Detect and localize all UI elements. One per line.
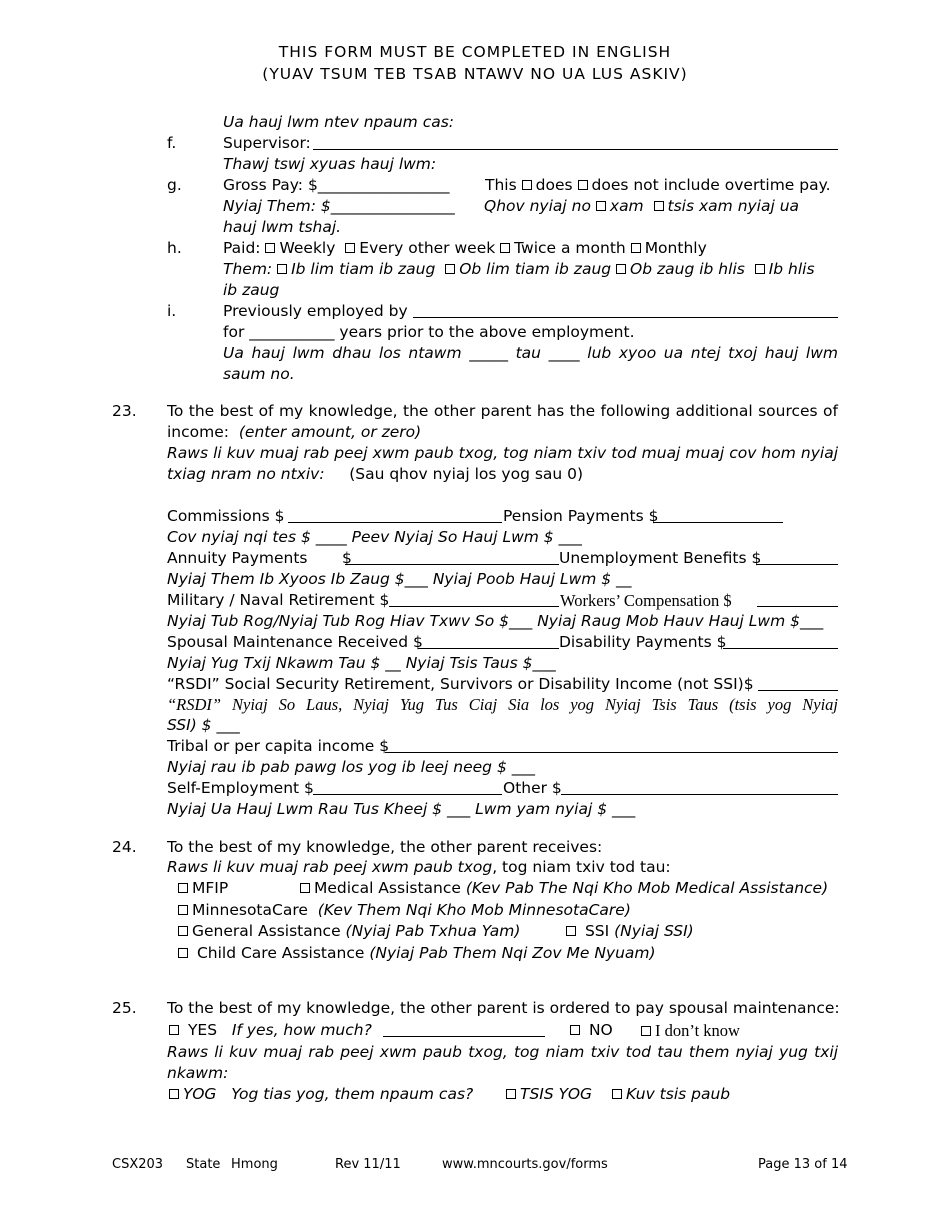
q24-hmong-rest: , tog niam txiv tod tau: [492, 858, 671, 876]
tsis-xam-checkbox[interactable] [654, 201, 664, 211]
military-label: Military / Naval Retirement $ [167, 591, 390, 609]
previously-hmong: Ua hauj lwm dhau los ntawm _____ tau ____ lub xyoo ua ntej txoj hauj lwm [223, 344, 838, 362]
qhov-label: Qhov nyiaj no [484, 197, 591, 215]
hm-kuv-label: Kuv tsis paub [626, 1085, 731, 1103]
supervisor-label: Supervisor: [223, 134, 311, 152]
q23-hmong-cont-text: txiag nram no ntxiv: [167, 465, 325, 483]
ma-option [300, 879, 828, 897]
ma-label: Medical Assistance [314, 879, 461, 897]
mfip-label: MFIP [192, 879, 229, 897]
tribal-label: Tribal or per capita income $ [167, 737, 390, 755]
cca-checkbox[interactable] [178, 948, 188, 958]
workers-comp-label: Workers’ Compensation $ [560, 591, 732, 610]
ssi-option [566, 922, 694, 940]
mncare-option [178, 901, 631, 919]
footer-page-number: Page 13 of 14 [758, 1157, 848, 1172]
years-prior-line: for ___________ years prior to the above employment. [223, 323, 635, 341]
hm-weekly-label: Ib lim tiam ib zaug [291, 260, 436, 278]
unemployment-field[interactable] [756, 549, 838, 565]
hm-twice-checkbox[interactable] [616, 264, 626, 274]
annuity-label: Annuity Payments $ [167, 549, 352, 567]
does-not-label: does not include overtime pay. [591, 176, 831, 194]
does-checkbox[interactable] [522, 180, 532, 190]
supervisor-field[interactable] [313, 134, 838, 150]
workers-comp-field[interactable] [757, 591, 838, 607]
disability-field[interactable] [723, 633, 838, 649]
q25-hm-yog-option [169, 1085, 473, 1103]
gross-pay-label: Gross Pay: $_________________ [223, 176, 450, 194]
xam-label: xam [609, 197, 644, 215]
spousal-received-field[interactable] [418, 633, 559, 649]
ssi-checkbox[interactable] [566, 926, 576, 936]
footer-form-id: CSX203 [112, 1157, 164, 1172]
ma-hmong: (Kev Pab The Nqi Kho Mob Medical Assistance) [465, 879, 829, 897]
rsdi-field[interactable] [758, 675, 838, 691]
header-hmong-text: (YUAV TSUM TEB TSAB NTAWV NO UA LUS ASKIV) [262, 65, 688, 83]
hm-yog-label: YOG [183, 1085, 217, 1103]
footer-revision: Rev 11/11 [335, 1157, 401, 1172]
ma-checkbox[interactable] [300, 883, 310, 893]
continued-hmong: Ua hauj lwm ntev npaum cas: [223, 113, 455, 131]
cca-label: Child Care Assistance [196, 944, 365, 962]
twice-month-label: Twice a month [514, 239, 626, 257]
tribal-field[interactable] [385, 737, 838, 753]
q23-hmong-cont [167, 465, 583, 483]
q25-dont-know-option [641, 1021, 740, 1041]
yes-label: YES [187, 1021, 218, 1039]
commissions-field[interactable] [288, 507, 502, 523]
ga-label: General Assistance [192, 922, 341, 940]
footer-url[interactable]: www.mncourts.gov/forms [442, 1157, 608, 1172]
dont-know-checkbox[interactable] [641, 1026, 651, 1036]
self-employment-label: Self-Employment $ [167, 779, 314, 797]
q24-number: 24. [112, 838, 137, 856]
weekly-checkbox[interactable] [265, 243, 275, 253]
yes-checkbox[interactable] [169, 1025, 179, 1035]
q25-number: 25. [112, 999, 137, 1017]
paid-hmong-row [223, 260, 815, 278]
spousal-hmong: Nyiaj Yug Txij Nkawm Tau $ __ Nyiaj Tsis Taus $___ [167, 654, 556, 672]
hm-every-other-checkbox[interactable] [445, 264, 455, 274]
xam-checkbox[interactable] [596, 201, 606, 211]
q25-text: To the best of my knowledge, the other parent is ordered to pay spousal maintenance: [167, 999, 840, 1017]
commissions-hmong: Cov nyiaj nqi tes $ ____ Peev Nyiaj So Hauj Lwm $ ___ [167, 528, 582, 546]
hm-monthly-checkbox[interactable] [755, 264, 765, 274]
does-label: does [535, 176, 573, 194]
ssi-label: SSI [584, 922, 610, 940]
monthly-label: Monthly [644, 239, 707, 257]
footer-language: Hmong [231, 1157, 278, 1172]
q25-hm-tsis-option [506, 1085, 592, 1103]
mncare-checkbox[interactable] [178, 905, 188, 915]
hm-twice-label: Ob zaug ib hlis [630, 260, 745, 278]
previously-hmong-cont: saum no. [223, 365, 295, 383]
disability-label: Disability Payments $ [559, 633, 727, 651]
every-other-week-label: Every other week [359, 239, 496, 257]
form-header-english: THIS FORM MUST BE COMPLETED IN ENGLISH [278, 43, 672, 61]
q24-text: To the best of my knowledge, the other parent receives: [167, 838, 603, 856]
income-label: income: [167, 423, 229, 441]
ga-checkbox[interactable] [178, 926, 188, 936]
q25-hmong: Raws li kuv muaj rab peej xwm paub txog, tog niam txiv tod tau them nyiaj yug txij [167, 1043, 838, 1061]
mfip-checkbox[interactable] [178, 883, 188, 893]
military-field[interactable] [389, 591, 559, 607]
mncare-hmong: (Kev Them Nqi Kho Mob MinnesotaCare) [317, 901, 631, 919]
every-other-week-checkbox[interactable] [345, 243, 355, 253]
cca-hmong: (Nyiaj Pab Them Nqi Zov Me Nyuam) [369, 944, 656, 962]
q24-hmong [167, 858, 671, 876]
item-g-number: g. [167, 176, 182, 194]
self-employment-field[interactable] [313, 779, 502, 795]
spousal-amount-field[interactable] [383, 1021, 545, 1037]
rsdi-hmong: “RSDI” Nyiaj So Laus, Nyiaj Yug Tus Ciaj Sia los yog Nyiaj Tsis Taus (tsis yog Nyiaj [167, 695, 838, 714]
how-much-label: If yes, how much? [231, 1021, 372, 1039]
hm-weekly-checkbox[interactable] [277, 264, 287, 274]
q23-hmong-note: (Sau qhov nyiaj los yog sau 0) [349, 465, 584, 483]
q25-yes-option [169, 1021, 372, 1039]
form-header-hmong [0, 65, 950, 83]
dont-know-label: I don’t know [655, 1021, 740, 1040]
item-h-number: h. [167, 239, 182, 257]
them-label: Them: [223, 260, 273, 278]
commissions-label: Commissions $ [167, 507, 285, 525]
hm-tsis-checkbox[interactable] [506, 1089, 516, 1099]
twice-month-checkbox[interactable] [500, 243, 510, 253]
q23-text: To the best of my knowledge, the other parent has the following additional sources of [167, 402, 838, 420]
hm-yog-checkbox[interactable] [169, 1089, 179, 1099]
q25-hmong-cont: nkawm: [167, 1064, 229, 1082]
gross-pay-hmong: Nyiaj Them: $________________ [223, 197, 455, 215]
paid-label: Paid: [223, 239, 261, 257]
previously-employed-field[interactable] [413, 302, 838, 318]
cca-option [178, 944, 656, 962]
unemployment-label: Unemployment Benefits $ [559, 549, 762, 567]
q25-hm-kuv-option [612, 1085, 730, 1103]
paid-hmong-cont: ib zaug [223, 281, 280, 299]
other-income-field[interactable] [561, 779, 838, 795]
annuity-hmong: Nyiaj Them Ib Xyoos Ib Zaug $___ Nyiaj Poob Hauj Lwm $ __ [167, 570, 632, 588]
q25-no-option [570, 1021, 613, 1039]
item-i-number: i. [167, 302, 177, 320]
supervisor-hmong: Thawj tswj xyuas hauj lwm: [223, 155, 437, 173]
hm-tsis-label: TSIS YOG [520, 1085, 593, 1103]
enter-amount-note: (enter amount, or zero) [238, 423, 422, 441]
tribal-hmong: Nyiaj rau ib pab pawg los yog ib leej neeg $ ___ [167, 758, 535, 776]
q23-hmong: Raws li kuv muaj rab peej xwm paub txog, tog niam txiv tod muaj muaj cov hom nyiaj [167, 444, 838, 462]
ga-option [178, 922, 520, 940]
q23-text-cont [167, 423, 421, 441]
spousal-received-label: Spousal Maintenance Received $ [167, 633, 423, 651]
hm-kuv-checkbox[interactable] [612, 1089, 622, 1099]
mfip-option [178, 879, 228, 897]
self-employment-hmong: Nyiaj Ua Hauj Lwm Rau Tus Kheej $ ___ Lwm yam nyiaj $ ___ [167, 800, 636, 818]
weekly-label: Weekly [279, 239, 336, 257]
rsdi-hmong-cont: SSI) $ ___ [167, 716, 240, 734]
overtime-hmong-row [484, 197, 799, 215]
does-not-checkbox[interactable] [578, 180, 588, 190]
no-label: NO [588, 1021, 613, 1039]
footer-state: State [186, 1157, 221, 1172]
hm-every-other-label: Ob lim tiam ib zaug [459, 260, 612, 278]
ssi-hmong: (Nyiaj SSI) [614, 922, 694, 940]
q23-number: 23. [112, 402, 137, 420]
rsdi-label: “RSDI” Social Security Retirement, Survivors or Disability Income (not SSI)$ [167, 675, 754, 693]
hm-yog-question: Yog tias yog, them npaum cas? [231, 1085, 474, 1103]
previously-employed-label: Previously employed by [223, 302, 408, 320]
military-hmong: Nyiaj Tub Rog/Nyiaj Tub Rog Hiav Txwv So $___ Nyiaj Raug Mob Hauv Hauj Lwm $___ [167, 612, 824, 630]
other-income-label: Other $ [503, 779, 562, 797]
annuity-field[interactable] [345, 549, 559, 565]
gross-pay-hmong-cont: hauj lwm tshaj. [223, 218, 342, 236]
pension-label: Pension Payments $ [503, 507, 659, 525]
paid-row [223, 239, 707, 257]
mncare-label: MinnesotaCare [192, 901, 308, 919]
monthly-checkbox[interactable] [631, 243, 641, 253]
no-checkbox[interactable] [570, 1025, 580, 1035]
item-f-number: f. [167, 134, 177, 152]
this-label: This [485, 176, 517, 194]
hm-monthly-label: Ib hlis [768, 260, 815, 278]
q24-hmong-italic: Raws li kuv muaj rab peej xwm paub txog [167, 858, 493, 876]
tsis-xam-label: tsis xam nyiaj ua [667, 197, 800, 215]
pension-field[interactable] [653, 507, 783, 523]
overtime-row [485, 176, 831, 194]
ga-hmong: (Nyiaj Pab Txhua Yam) [345, 922, 521, 940]
